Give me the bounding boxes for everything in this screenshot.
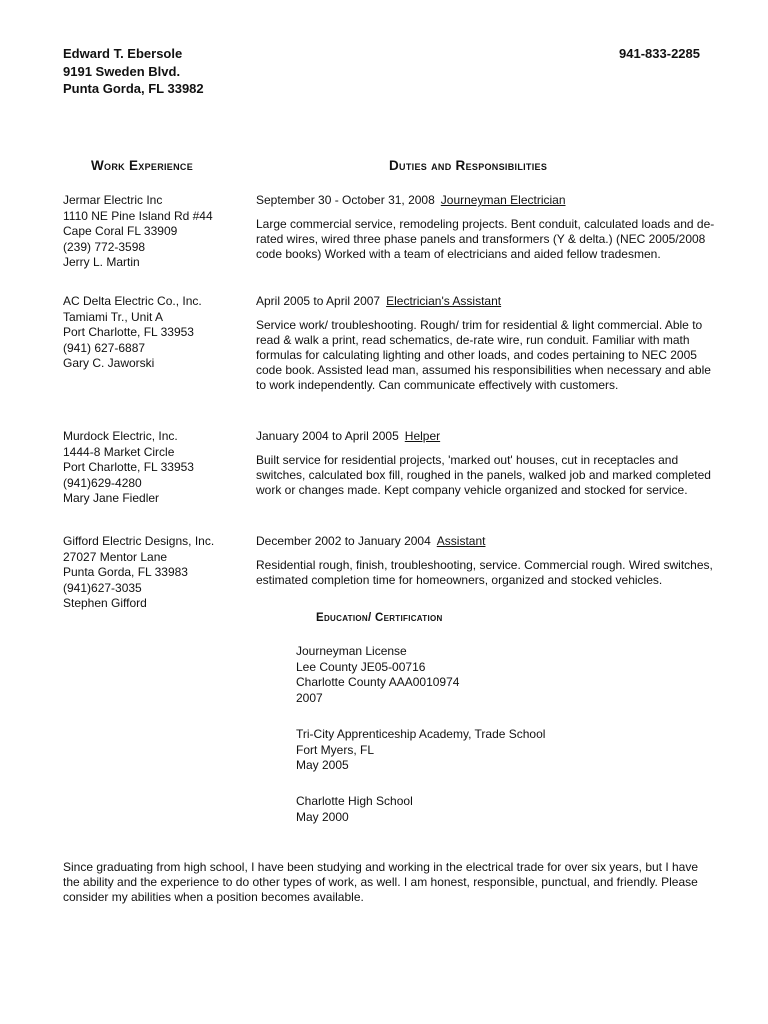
education-line: Tri-City Apprenticeship Academy, Trade School xyxy=(296,727,546,741)
employer-line: Port Charlotte, FL 33953 xyxy=(63,325,194,339)
job-description: Large commercial service, remodeling projects. Bent conduit, calculated loads and de-rated wires, wired three phase panels and transformers (Y & delta.) (NEC 2005/2008 code books) Worked with a team of electricians and aided fellow tradesmen. xyxy=(256,217,715,261)
employer-block xyxy=(63,534,214,612)
education-heading: Education/ Certification xyxy=(316,612,443,624)
employer-line: Jermar Electric Inc xyxy=(63,193,163,207)
education-line: May 2000 xyxy=(296,809,349,824)
job-description: Residential rough, finish, troubleshooting, service. Commercial rough. Wired switches, estimated completion time for homeowners, organized and stocked vehicles. xyxy=(256,558,713,587)
education-line: 2007 xyxy=(296,690,323,705)
employer-line: 27027 Mentor Lane xyxy=(63,549,168,564)
job-dates: December 2002 to January 2004 xyxy=(256,534,431,548)
employer-line: Gary C. Jaworski xyxy=(63,356,155,370)
phone-number: 941-833-2285 xyxy=(619,46,700,61)
city-state-zip: Punta Gorda, FL 33982 xyxy=(63,81,204,96)
applicant-name: Edward T. Ebersole xyxy=(63,46,183,61)
work-experience-heading: Work Experience xyxy=(91,158,194,173)
employer-line: Cape Coral FL 33909 xyxy=(63,224,178,238)
closing-statement: Since graduating from high school, I have been studying and working in the electrical trade for over six years, but I have the ability and the experience to do other types of work, as well. I am honest, responsible, punctual, and friendly. Please consider my abilities when a position becomes available. xyxy=(63,860,699,904)
education-line: May 2005 xyxy=(296,758,349,772)
education-line: Fort Myers, FL xyxy=(296,742,375,757)
education-entry xyxy=(296,794,413,825)
employer-block xyxy=(63,193,213,271)
job-description: Built service for residential projects, 'marked out' houses, cut in receptacles and switches, calculated box fill, roughed in the panels, walked job and marked completed work or changes made. Kept company vehicle organized and stocked for service. xyxy=(256,453,711,497)
employer-line: (941) 627-6887 xyxy=(63,340,146,355)
education-entry xyxy=(296,644,459,706)
job-duties xyxy=(256,294,716,393)
job-dates: January 2004 to April 2005 xyxy=(256,429,399,443)
employer-line: 1444-8 Market Circle xyxy=(63,444,175,459)
employer-line: Punta Gorda, FL 33983 xyxy=(63,565,188,579)
job-duties xyxy=(256,193,716,262)
employer-line: Gifford Electric Designs, Inc. xyxy=(63,534,215,548)
education-line: Lee County JE05-00716 xyxy=(296,659,426,674)
job-description: Service work/ troubleshooting. Rough/ trim for residential & light commercial. Able to read & walk a print, read schematics, de-rate wire, run conduit. Familiar with math formulas for calculating lighting and other loads, and codes pertaining to NEC 2005 code book. Assisted lead man, assumed his responsibilities when necessary and able to work independently. Can communicate effectively with customers. xyxy=(256,318,711,392)
employer-line: Mary Jane Fiedler xyxy=(63,491,160,505)
street-address: 9191 Sweden Blvd. xyxy=(63,63,181,79)
employer-block xyxy=(63,294,202,372)
employer-line: Jerry L. Martin xyxy=(63,255,140,269)
job-dates: April 2005 to April 2007 xyxy=(256,294,381,308)
job-duties xyxy=(256,429,716,498)
job-title: Journeyman Electrician xyxy=(440,193,566,207)
employer-block xyxy=(63,429,194,507)
duties-heading: Duties and Responsibilities xyxy=(389,158,548,173)
employer-line: AC Delta Electric Co., Inc. xyxy=(63,294,202,308)
education-line: Journeyman License xyxy=(296,644,407,658)
job-title: Helper xyxy=(404,429,441,443)
employer-line: Port Charlotte, FL 33953 xyxy=(63,460,194,474)
education-line: Charlotte High School xyxy=(296,794,413,808)
job-title: Assistant xyxy=(436,534,486,548)
employer-line: (941)627-3035 xyxy=(63,580,142,595)
employer-line: (941)629-4280 xyxy=(63,475,142,490)
employer-line: Murdock Electric, Inc. xyxy=(63,429,178,443)
job-duties xyxy=(256,534,716,588)
job-dates: September 30 - October 31, 2008 xyxy=(256,193,435,207)
education-line: Charlotte County AAA0010974 xyxy=(296,675,460,689)
employer-line: 1110 NE Pine Island Rd #44 xyxy=(63,208,213,223)
employer-line: Stephen Gifford xyxy=(63,596,147,610)
education-entry xyxy=(296,727,545,774)
employer-line: Tamiami Tr., Unit A xyxy=(63,309,164,324)
job-title: Electrician's Assistant xyxy=(386,294,502,308)
employer-line: (239) 772-3598 xyxy=(63,239,146,254)
contact-block xyxy=(63,45,204,98)
